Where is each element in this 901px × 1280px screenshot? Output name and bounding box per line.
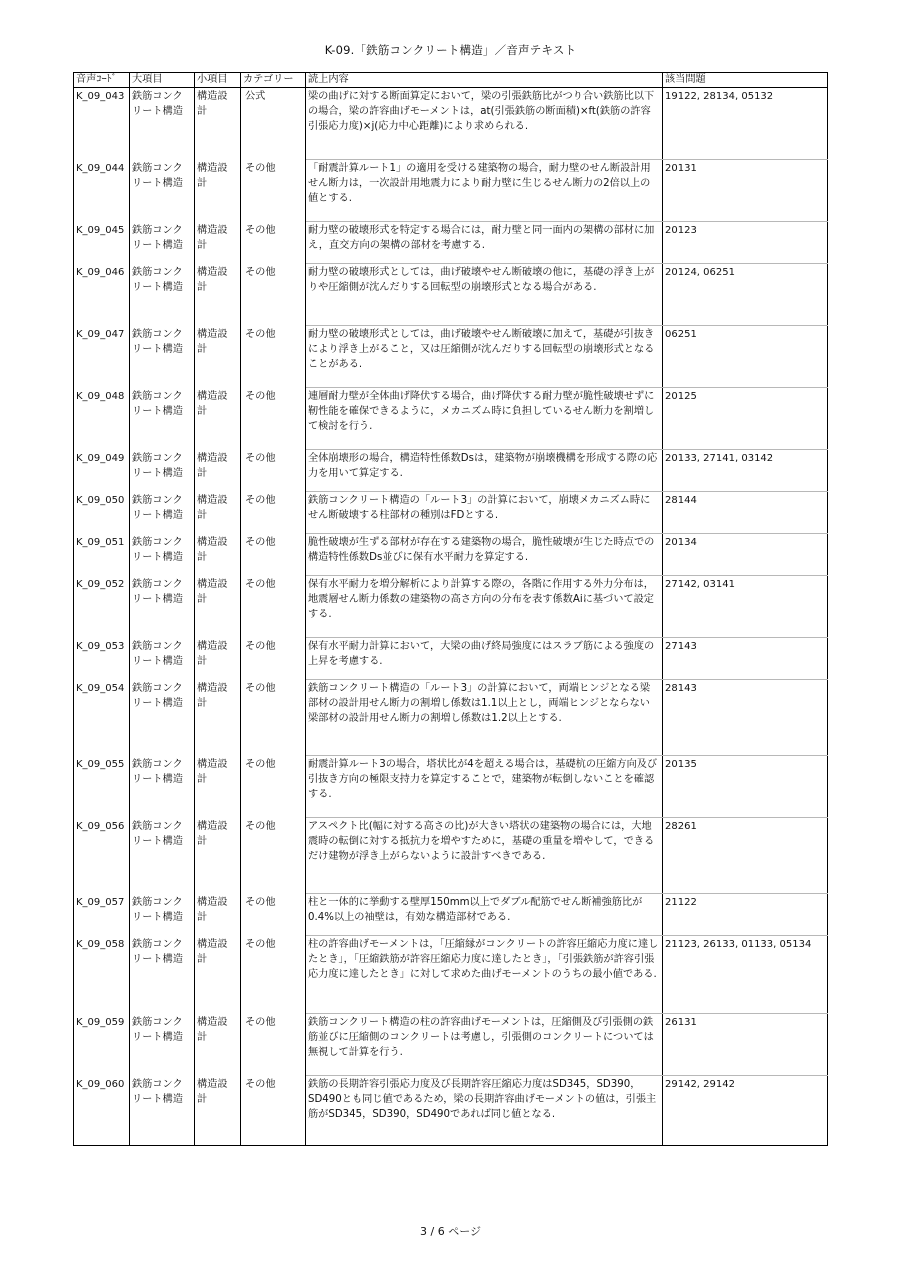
cell-category: 公式: [241, 88, 306, 160]
cell-category: その他: [241, 936, 306, 1014]
cell-text: 鉄筋の長期許容引張応力度及び長期許容圧縮応力度はSD345，SD390，SD490とも同じ値であるため，梁の長期許容曲げモーメントの値は，引張主筋がSD345，SD390，SD490であれば同じ値となる.: [306, 1076, 663, 1146]
cell-ref: 29142, 29142: [663, 1076, 828, 1146]
cell-text: 柱と一体的に挙動する壁厚150mm以上でダブル配筋でせん断補強筋比が0.4%以上の袖壁は，有効な構造部材である.: [306, 894, 663, 936]
cell-major: 鉄筋コンク リート構造: [130, 936, 195, 1014]
table-row: [74, 326, 828, 388]
cell-text: 鉄筋コンクリート構造の「ルート3」の計算において，両端ヒンジとなる梁部材の設計用せん断力の割増し係数は1.1以上とし，両端ヒンジとならない梁部材の設計用せん断力の割増し係数は1.2以上とする.: [306, 680, 663, 756]
cell-text: 「耐震計算ルート1」の適用を受ける建築物の場合，耐力壁のせん断設計用せん断力は，一次設計用地震力により耐力壁に生じるせん断力の2倍以上の値とする.: [306, 160, 663, 222]
cell-code: K_09_054: [74, 680, 130, 756]
cell-ref: 20131: [663, 160, 828, 222]
cell-ref: 28261: [663, 818, 828, 894]
table-row: [74, 388, 828, 450]
document-title: K-09.「鉄筋コンクリート構造」／音声テキスト: [324, 43, 577, 57]
header-category: カテゴリー: [241, 73, 306, 88]
cell-major: 鉄筋コンク リート構造: [130, 818, 195, 894]
cell-text: 耐力壁の破壊形式としては，曲げ破壊やせん断破壊に加えて，基礎が引抜きにより浮き上がること，又は圧縮側が沈んだりする回転型の崩壊形式となることがある.: [306, 326, 663, 388]
cell-major: 鉄筋コンク リート構造: [130, 222, 195, 264]
cell-major: 鉄筋コンク リート構造: [130, 756, 195, 818]
cell-text: 柱の許容曲げモーメントは，「圧縮縁がコンクリートの許容圧縮応力度に達したとき」，「圧縮鉄筋が許容圧縮応力度に達したとき」，「引張鉄筋が許容引張応力度に達したとき」に対して求めた曲げモーメントのうちの最小値である.: [306, 936, 663, 1014]
cell-minor: 構造設 計: [195, 576, 241, 638]
cell-major: 鉄筋コンク リート構造: [130, 1014, 195, 1076]
cell-minor: 構造設 計: [195, 680, 241, 756]
cell-code: K_09_058: [74, 936, 130, 1014]
cell-major: 鉄筋コンク リート構造: [130, 1076, 195, 1146]
voice-text-table: [73, 72, 828, 1146]
cell-minor: 構造設 計: [195, 534, 241, 576]
table-header-row: [74, 73, 828, 88]
cell-category: その他: [241, 534, 306, 576]
table-row: [74, 264, 828, 326]
cell-category: その他: [241, 576, 306, 638]
table-row: [74, 1014, 828, 1076]
table-row: [74, 936, 828, 1014]
cell-text: 耐力壁の破壊形式を特定する場合には，耐力壁と同一面内の架構の部材に加え，直交方向の架構の部材を考慮する.: [306, 222, 663, 264]
cell-minor: 構造設 計: [195, 936, 241, 1014]
table-row: [74, 450, 828, 492]
cell-major: 鉄筋コンク リート構造: [130, 576, 195, 638]
cell-text: アスペクト比(幅に対する高さの比)が大きい塔状の建築物の場合には，大地震時の転倒に対する抵抗力を増やすために，基礎の重量を増やして，できるだけ建物が浮き上がらないように設計すべきである.: [306, 818, 663, 894]
header-ref: 該当問題: [663, 73, 828, 88]
cell-ref: 20133, 27141, 03142: [663, 450, 828, 492]
cell-category: その他: [241, 638, 306, 680]
cell-category: その他: [241, 894, 306, 936]
table-row: [74, 534, 828, 576]
cell-minor: 構造設 計: [195, 450, 241, 492]
cell-minor: 構造設 計: [195, 492, 241, 534]
cell-code: K_09_043: [74, 88, 130, 160]
cell-code: K_09_057: [74, 894, 130, 936]
cell-text: 鉄筋コンクリート構造の柱の許容曲げモーメントは，圧縮側及び引張側の鉄筋並びに圧縮側のコンクリートは考慮し，引張側のコンクリートについては無視して計算を行う.: [306, 1014, 663, 1076]
cell-minor: 構造設 計: [195, 1076, 241, 1146]
cell-ref: 21123, 26133, 01133, 05134: [663, 936, 828, 1014]
cell-category: その他: [241, 326, 306, 388]
cell-major: 鉄筋コンク リート構造: [130, 264, 195, 326]
cell-ref: 28143: [663, 680, 828, 756]
cell-text: 全体崩壊形の場合，構造特性係数Dsは，建築物が崩壊機構を形成する際の応力を用いて算定する.: [306, 450, 663, 492]
table-row: [74, 576, 828, 638]
cell-ref: 20134: [663, 534, 828, 576]
cell-major: 鉄筋コンク リート構造: [130, 88, 195, 160]
cell-category: その他: [241, 492, 306, 534]
cell-code: K_09_045: [74, 222, 130, 264]
cell-ref: 21122: [663, 894, 828, 936]
cell-code: K_09_049: [74, 450, 130, 492]
cell-major: 鉄筋コンク リート構造: [130, 680, 195, 756]
cell-major: 鉄筋コンク リート構造: [130, 326, 195, 388]
cell-minor: 構造設 計: [195, 756, 241, 818]
cell-text: 連層耐力壁が全体曲げ降伏する場合，曲げ降伏する耐力壁が脆性破壊せずに靭性能を確保できるように，メカニズム時に負担しているせん断力を割増して検討を行う.: [306, 388, 663, 450]
cell-code: K_09_050: [74, 492, 130, 534]
table-row: [74, 756, 828, 818]
cell-ref: 20124, 06251: [663, 264, 828, 326]
cell-code: K_09_048: [74, 388, 130, 450]
cell-minor: 構造設 計: [195, 264, 241, 326]
header-text: 読上内容: [306, 73, 663, 88]
table-row: [74, 88, 828, 160]
cell-code: K_09_056: [74, 818, 130, 894]
cell-ref: 20135: [663, 756, 828, 818]
cell-major: 鉄筋コンク リート構造: [130, 388, 195, 450]
cell-category: その他: [241, 160, 306, 222]
cell-code: K_09_046: [74, 264, 130, 326]
cell-major: 鉄筋コンク リート構造: [130, 160, 195, 222]
page-number: 3 / 6 ページ: [420, 1225, 481, 1238]
table-row: [74, 818, 828, 894]
table-row: [74, 894, 828, 936]
cell-category: その他: [241, 818, 306, 894]
cell-category: その他: [241, 388, 306, 450]
cell-text: 脆性破壊が生ずる部材が存在する建築物の場合，脆性破壊が生じた時点での構造特性係数Ds並びに保有水平耐力を算定する.: [306, 534, 663, 576]
cell-code: K_09_044: [74, 160, 130, 222]
cell-minor: 構造設 計: [195, 222, 241, 264]
cell-major: 鉄筋コンク リート構造: [130, 534, 195, 576]
cell-category: その他: [241, 680, 306, 756]
cell-category: その他: [241, 264, 306, 326]
cell-minor: 構造設 計: [195, 160, 241, 222]
table-row: [74, 222, 828, 264]
cell-minor: 構造設 計: [195, 894, 241, 936]
header-major: 大項目: [130, 73, 195, 88]
cell-minor: 構造設 計: [195, 388, 241, 450]
cell-text: 梁の曲げに対する断面算定において，梁の引張鉄筋比がつり合い鉄筋比以下の場合，梁の許容曲げモーメントは，at(引張鉄筋の断面積)×ft(鉄筋の許容引張応力度)×j(応力中心距離)により求められる.: [306, 88, 663, 160]
cell-text: 保有水平耐力計算において，大梁の曲げ終局強度にはスラブ筋による強度の上昇を考慮する.: [306, 638, 663, 680]
cell-major: 鉄筋コンク リート構造: [130, 450, 195, 492]
cell-minor: 構造設 計: [195, 326, 241, 388]
cell-major: 鉄筋コンク リート構造: [130, 894, 195, 936]
cell-major: 鉄筋コンク リート構造: [130, 492, 195, 534]
cell-category: その他: [241, 450, 306, 492]
cell-text: 鉄筋コンクリート構造の「ルート3」の計算において，崩壊メカニズム時にせん断破壊する柱部材の種別はFDとする.: [306, 492, 663, 534]
cell-text: 保有水平耐力を増分解析により計算する際の，各階に作用する外力分布は，地震層せん断力係数の建築物の高さ方向の分布を表す係数Aiに基づいて設定する.: [306, 576, 663, 638]
cell-ref: 26131: [663, 1014, 828, 1076]
table-row: [74, 1076, 828, 1146]
table-body: [74, 88, 828, 1146]
cell-category: その他: [241, 222, 306, 264]
cell-minor: 構造設 計: [195, 1014, 241, 1076]
cell-ref: 19122, 28134, 05132: [663, 88, 828, 160]
cell-ref: 20123: [663, 222, 828, 264]
table-row: [74, 160, 828, 222]
cell-code: K_09_052: [74, 576, 130, 638]
cell-ref: 27143: [663, 638, 828, 680]
table-row: [74, 680, 828, 756]
cell-minor: 構造設 計: [195, 818, 241, 894]
cell-code: K_09_053: [74, 638, 130, 680]
cell-ref: 06251: [663, 326, 828, 388]
cell-major: 鉄筋コンク リート構造: [130, 638, 195, 680]
table-row: [74, 492, 828, 534]
cell-category: その他: [241, 756, 306, 818]
header-code: 音声ｺｰﾄﾞ: [74, 73, 130, 88]
cell-ref: 28144: [663, 492, 828, 534]
cell-code: K_09_060: [74, 1076, 130, 1146]
cell-code: K_09_055: [74, 756, 130, 818]
cell-code: K_09_051: [74, 534, 130, 576]
cell-ref: 27142, 03141: [663, 576, 828, 638]
cell-minor: 構造設 計: [195, 638, 241, 680]
header-minor: 小項目: [195, 73, 241, 88]
cell-category: その他: [241, 1076, 306, 1146]
cell-text: 耐力壁の破壊形式としては，曲げ破壊やせん断破壊の他に，基礎の浮き上がりや圧縮側が沈んだりする回転型の崩壊形式となる場合がある.: [306, 264, 663, 326]
cell-minor: 構造設 計: [195, 88, 241, 160]
cell-code: K_09_047: [74, 326, 130, 388]
cell-code: K_09_059: [74, 1014, 130, 1076]
cell-ref: 20125: [663, 388, 828, 450]
cell-text: 耐震計算ルート3の場合，塔状比が4を超える場合は，基礎杭の圧縮方向及び引抜き方向の極限支持力を算定することで，建築物が転倒しないことを確認する.: [306, 756, 663, 818]
table-row: [74, 638, 828, 680]
cell-category: その他: [241, 1014, 306, 1076]
